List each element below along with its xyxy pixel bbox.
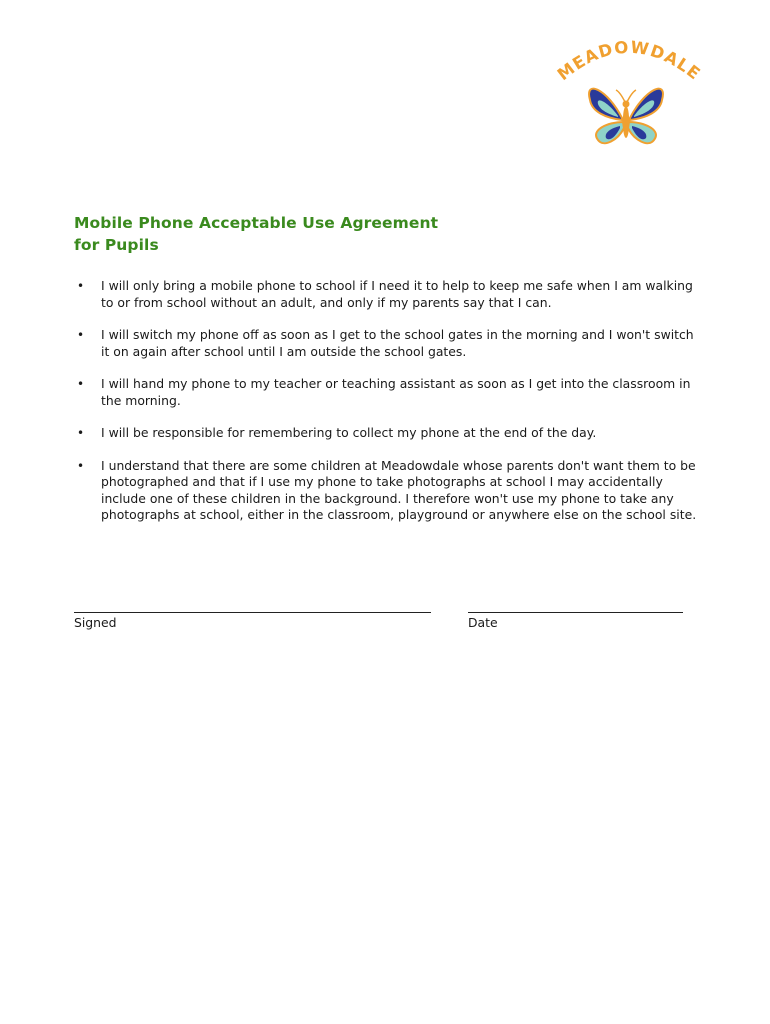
date-line[interactable] bbox=[468, 598, 683, 613]
bullet-icon: • bbox=[77, 328, 85, 342]
signed-label: Signed bbox=[74, 615, 117, 630]
rule-text: I will be responsible for remembering to collect my phone at the end of the day. bbox=[101, 425, 597, 440]
rule-item bbox=[74, 425, 704, 442]
bullet-icon: • bbox=[77, 279, 85, 293]
butterfly-logo-icon bbox=[548, 40, 708, 152]
date-label: Date bbox=[468, 615, 498, 630]
rule-text: I understand that there are some children at Meadowdale whose parents don't want them to be photographed and that if I use my phone to take photographs at school I may accidentally include one of these children in the background. I therefore won't use my phone to take any photographs at school, either in the classroom, playground or anywhere else on the school site. bbox=[101, 457, 697, 522]
title-line-2: for Pupils bbox=[74, 236, 159, 254]
bullet-icon: • bbox=[77, 426, 85, 440]
rule-item bbox=[74, 278, 704, 311]
rule-text: I will only bring a mobile phone to school if I need it to help to keep me safe when I am walking to or from school without an adult, and only if my parents say that I can. bbox=[101, 278, 693, 310]
agreement-rules-list bbox=[74, 278, 704, 540]
rule-item bbox=[74, 376, 704, 409]
title-line-1: Mobile Phone Acceptable Use Agreement bbox=[74, 214, 439, 232]
bullet-icon: • bbox=[77, 377, 85, 391]
bullet-icon: • bbox=[77, 458, 85, 473]
rule-item bbox=[74, 458, 704, 524]
rule-text: I will switch my phone off as soon as I get to the school gates in the morning and I won't switch it on again after school until I am outside the school gates. bbox=[101, 327, 694, 359]
document-title bbox=[74, 212, 634, 256]
rule-text: I will hand my phone to my teacher or teaching assistant as soon as I get into the classroom in the morning. bbox=[101, 376, 691, 408]
rule-item bbox=[74, 327, 704, 360]
signature-line[interactable] bbox=[74, 598, 431, 613]
meadowdale-logo bbox=[548, 40, 708, 152]
date-field bbox=[468, 598, 683, 631]
logo-wordmark: MEADOWDALE bbox=[553, 40, 705, 85]
signature-field bbox=[74, 598, 431, 631]
svg-text:MEADOWDALE bbox=[554, 40, 705, 84]
